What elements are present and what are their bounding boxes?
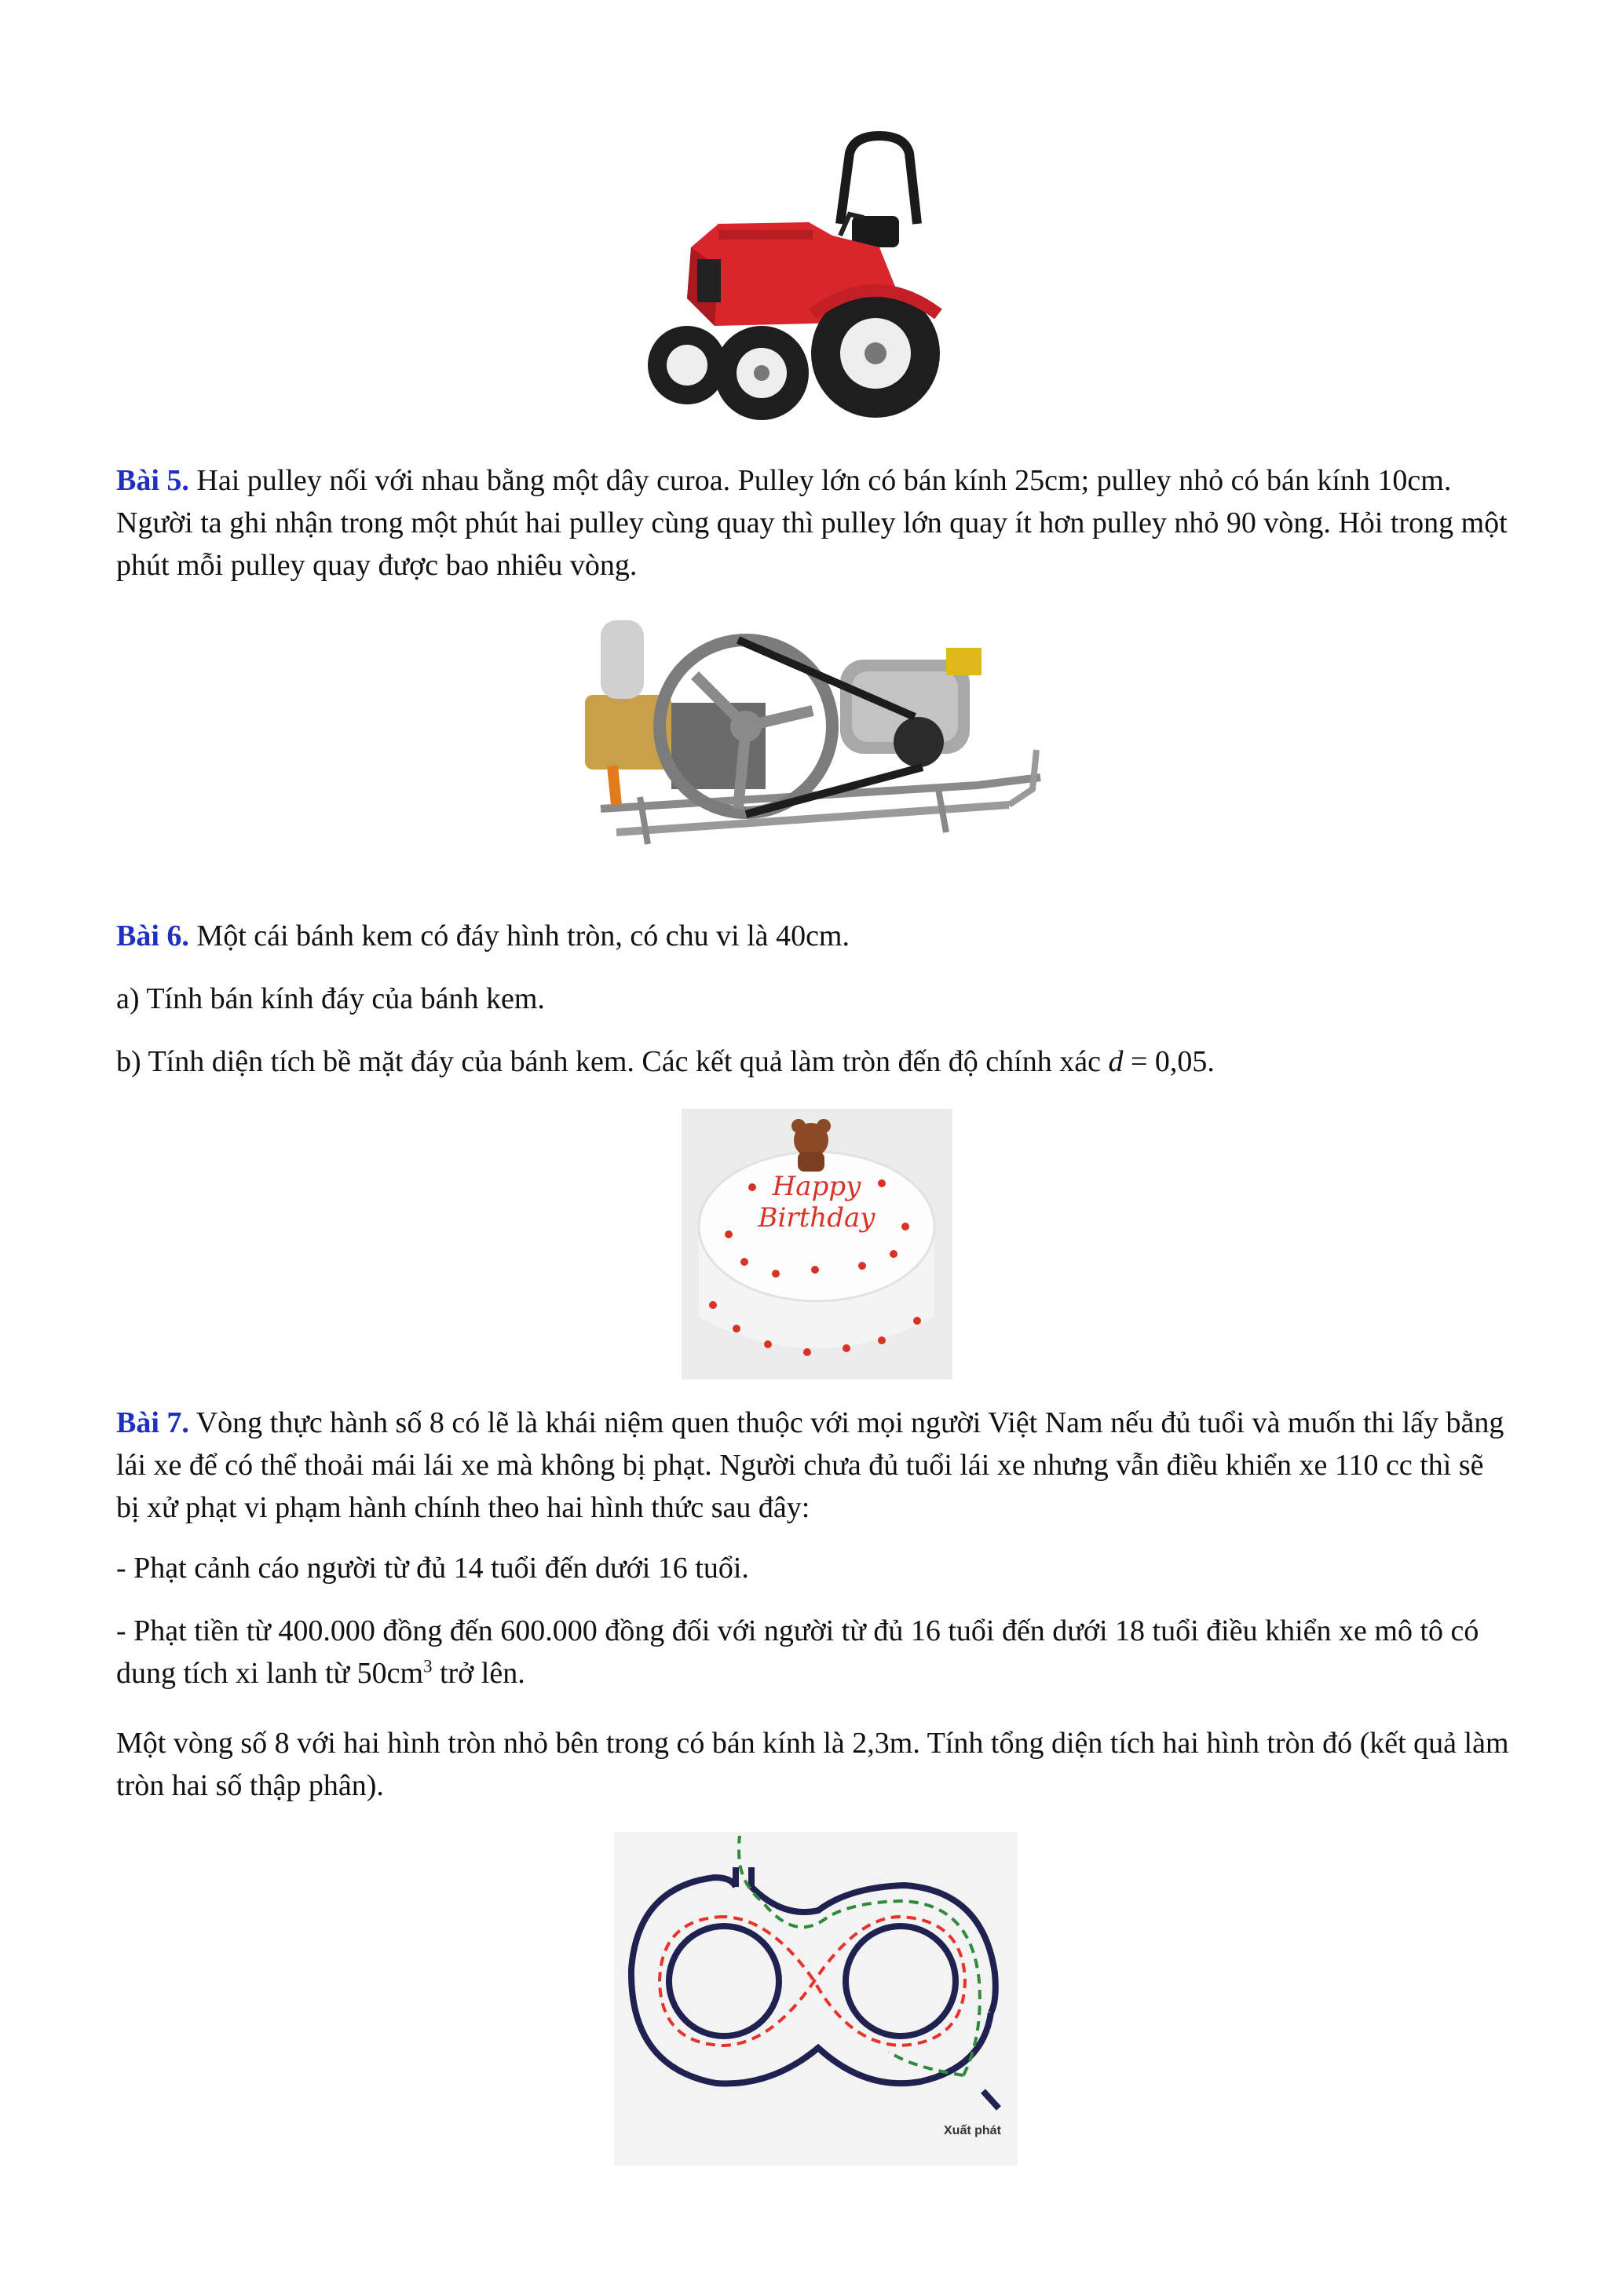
radius-large: 25cm	[1014, 464, 1081, 497]
exercise-7-label: Bài 7.	[116, 1406, 189, 1439]
exercise-5: Bài 5. Hai pulley nối với nhau bằng một dây curoa. Pulley lớn có bán kính 25cm; pulley nhỏ có bán kính 10cm. Người ta ghi nhận trong một phút hai pulley cùng quay thì pulley lớn quay ít hơn pulley nhỏ 90 vòng. Hỏi trong một phút mỗi pulley quay được bao nhiêu vòng.	[116, 464, 1508, 582]
precision-variable: d	[1108, 1045, 1124, 1078]
exercise-6-label: Bài 6.	[116, 919, 189, 952]
cake-image	[682, 1109, 952, 1380]
circumference: 40cm	[776, 919, 843, 952]
cake-text-birthday: Birthday	[758, 1202, 875, 1234]
precision-value: = 0,05	[1123, 1045, 1208, 1078]
figure-eight-track-image	[614, 1832, 1018, 2166]
exercise-7-bullet-2: - Phạt tiền từ 400.000 đồng đến 600.000 đồng đối với người từ đủ 16 tuổi đến dưới 18 tuổi điều khiển xe mô tô có dung tích xi lanh từ $50cm^3$ trở lên.	[116, 1614, 1479, 1690]
start-label: Xuất phát	[944, 2124, 1001, 2137]
cake-text-happy: Happy	[772, 1171, 861, 1202]
exercise-7: Bài 7. Vòng thực hành số 8 có lẽ là khái niệm quen thuộc với mọi người Việt Nam nếu đủ tuổi và muốn thi lấy bằng lái xe để có thể thoải mái lái xe mà không bị phạt. Người chưa đủ tuổi lái xe nhưng vẫn điều khiển xe 110 cc thì sẽ bị xử phạt vi phạm hành chính theo hai hình thức sau đây:	[116, 1406, 1504, 1524]
engine-capacity: $50cm^3$	[356, 1656, 433, 1690]
exercise-6-part-a: a) Tính bán kính đáy của bánh kem.	[116, 982, 545, 1015]
exercise-7-question: Một vòng số 8 với hai hình tròn nhỏ bên trong có bán kính là 2,3m. Tính tổng diện tích hai hình tròn đó (kết quả làm tròn hai số thập phân).	[116, 1727, 1509, 1802]
exercise-6: Bài 6. Một cái bánh kem có đáy hình tròn, có chu vi là 40cm.	[116, 919, 850, 952]
circle-radius: 2,3m	[852, 1727, 913, 1760]
exercise-5-label: Bài 5.	[116, 464, 189, 497]
tractor-image	[644, 130, 974, 440]
radius-small: 10cm	[1377, 464, 1444, 497]
exercise-7-bullet-1: - Phạt cảnh cáo người từ đủ 14 tuổi đến dưới 16 tuổi.	[116, 1552, 749, 1585]
exercise-6-part-b: b) Tính diện tích bề mặt đáy của bánh kem. Các kết quả làm tròn đến độ chính xác d = 0,05.	[116, 1045, 1215, 1078]
pulley-pump-image	[569, 609, 1048, 852]
